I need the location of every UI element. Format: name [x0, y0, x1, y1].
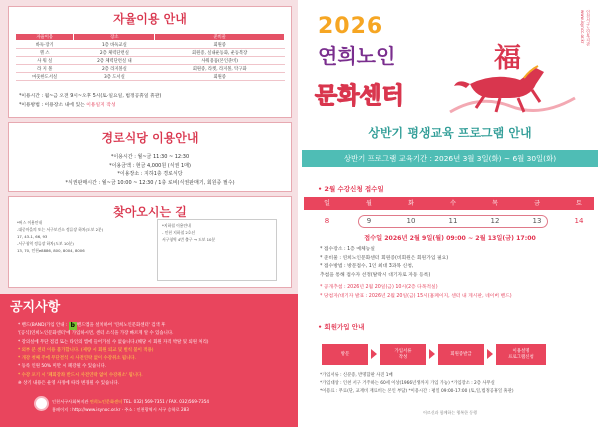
notice-line: '[공식]연희노인문화센터'에 가입하시면, 센터 소식을 가장 빠르게 알 수 있습니다. [18, 331, 174, 337]
date-cell: 8 [324, 217, 330, 225]
fortune-character: 福 [494, 43, 521, 74]
vertical-org-text: 인천서구노인복지관 www.isyncc.or.kr [580, 10, 591, 46]
program-subtitle: 상반기 평생교육 프로그램 안내 [368, 126, 532, 140]
detail-line: 추첨을 통해 접수자 선정(탈락시 대기자로 자동 등록) [320, 272, 431, 278]
notice-line [18, 322, 209, 330]
notice-line: * 수강 포기 시 '폐회강좌 반드시 사전연락 없이 수강취소' 됩니다. [18, 372, 143, 378]
footer-org: 인천서구사회복지관 [52, 399, 90, 404]
table-cell: 2층 체력단련실 [74, 49, 155, 57]
calendar-header [304, 197, 594, 210]
notice-line: * 개강 첫째 주에 무단결석 시 사전연락 없이 수강취소 됩니다. [18, 356, 136, 362]
footer-line [52, 398, 209, 406]
directions-box [8, 196, 292, 288]
table-cell: 회원증, 실내운동화, 운동복장 [155, 49, 285, 57]
date-cell: 13 [532, 217, 542, 225]
weekday: 수 [450, 200, 456, 207]
center-name-line1: 연희노인 [318, 44, 396, 68]
table-cell: 1층 바둑교실 [74, 41, 155, 49]
notice-line: ※ 상기 내용은 운영 사정에 따라 변경될 수 있습니다. [18, 381, 120, 387]
footer-phone: TEL. 032) 569-7351 / FAX. 032)569-7354 [122, 399, 210, 404]
table-cell: 회원증 [155, 73, 285, 81]
subway-line: 서구청역 4번 출구 → 도보 10분 [162, 237, 216, 242]
cafeteria-line: *식권판매시간 : 월~금 10:00 ~ 12:30 / 1층 로비(식권판매기, 회원증 필수) [65, 179, 235, 186]
weekday: 목 [492, 200, 498, 207]
facility-notes [19, 92, 161, 110]
calendar-dates [304, 214, 594, 228]
facility-box [8, 6, 292, 118]
table-cell: 마웃한도서실 [16, 73, 74, 81]
method-highlight: 이용일지 작성 [86, 103, 116, 108]
weekday: 금 [534, 200, 540, 207]
band-icon: b [70, 322, 75, 329]
table-cell: 회원증, 라켓, 라지볼, 탁구화 [155, 65, 285, 73]
bullet-icon: • [318, 185, 325, 193]
flow-step: 회원증발급 [438, 344, 484, 365]
arrow-right-icon [429, 349, 435, 359]
registration-details [320, 246, 448, 280]
weekday: 일 [324, 200, 330, 207]
subway-line: *지하철 이용안내 [162, 223, 191, 228]
table-cell: 샤워용품(본인준비) [155, 57, 285, 65]
directions-title: 찾아오시는 길 [113, 205, 187, 219]
bus-line: -서구청역 정류장 하차(도보 10분) [17, 241, 74, 246]
table-row [16, 41, 285, 49]
weekday: 월 [366, 200, 372, 207]
table-cell: 3층 도서실 [74, 73, 155, 81]
bus-line: 13, 70, 인천e8886, 800, 8004, 8006 [17, 248, 85, 253]
detail-line: * 준비물 : 연희노인문화센터 회원증(비회원은 회원가입 필요) [320, 255, 449, 261]
facility-hours: *이용시간 : 월~금 오전 9시~오후 5시(토·일요일, 법정공휴일 휴관) [19, 94, 162, 99]
date-cell: 12 [490, 217, 500, 225]
table-cell: 바둑·장기 [16, 41, 74, 49]
footer-contact [52, 398, 209, 414]
date-cell: 10 [406, 217, 416, 225]
detail-line: *이용료 : 무료(단, 교재비 재료비는 본인 부담) *이용시간 : 평일 09:00-17:00 (토,일,법정공휴일 휴관) [320, 389, 514, 394]
horse-illustration-icon [440, 54, 580, 118]
detail-line: *가입서류 : 신분증, 반명함판 사진 1매 [320, 373, 393, 378]
facility-title: 자율이용 안내 [113, 12, 187, 26]
flow-step: 이용설명 프로그램신청 [496, 344, 546, 365]
flow-step: 가입서류 작성 [380, 344, 426, 365]
flow-step: 방문 [322, 344, 368, 365]
facility-header: 자율이용 [16, 34, 74, 41]
subway-line: - 인천 지하철 2호선 [162, 230, 196, 235]
date-cell: 14 [574, 217, 584, 225]
table-cell: 사 워 실 [16, 57, 74, 65]
cafeteria-line: *이용장소 : 지하1층 경로식당 [117, 171, 183, 177]
facility-table [15, 33, 285, 81]
notice-text: 밴드앱을 설치하여 '연희노인문화센터' 검색 후 [76, 323, 166, 328]
table-cell: 헬 스 [16, 49, 74, 57]
registration-heading [318, 184, 384, 193]
table-row [16, 49, 285, 57]
bus-info [17, 219, 143, 281]
facility-header: 장소 [74, 34, 155, 41]
notice-list [18, 322, 209, 388]
footer-address: 홈페이지 : http://www.isynoc.or.kr · 주소 : 인천광역시 서구 승학로 283 [52, 407, 189, 412]
detail-line: *가입대상 : 인천 서구 거주하는 60세 이상(1966년생까지 가입 가능) *가입장소 : 2층 사무실 [320, 381, 495, 386]
method-text: *이용방법 : 이용장소 내에 있는 [19, 103, 87, 108]
facility-method [19, 101, 161, 110]
arrow-right-icon [371, 349, 377, 359]
center-logo-icon [34, 396, 49, 411]
table-cell: 라 지 볼 [16, 65, 74, 73]
notice-line: * 외부 분 센터 이용 불가합니다. (제량 시 회원 퇴교 및 벌칙 불이 적용) [18, 347, 154, 353]
weekday: 토 [576, 200, 582, 207]
notice-text: * 밴드(BAND)가입 안내 : [18, 323, 69, 328]
membership-heading [318, 322, 364, 331]
table-cell: 회원증 [155, 41, 285, 49]
table-row [16, 57, 285, 65]
registration-heading-text: 2월 수강신청 접수일 [324, 185, 384, 193]
registration-period: 접수일 2026년 2월 9일(월) 09:00 ~ 2월 13일(금) 17:00 [364, 235, 536, 242]
notice-line: * 등록 인원 50% 미만 시 폐강될 수 있습니다. [18, 364, 107, 370]
detail-line: * 접수장소 : 1층 예체능실 [320, 247, 375, 252]
footer-center: 연희노인문화센터 [89, 399, 123, 404]
membership-details [320, 372, 514, 396]
subway-info [157, 219, 277, 281]
membership-heading-text: 회원가입 안내 [324, 323, 365, 331]
facility-header: 준비물 [155, 34, 285, 41]
arrow-right-icon [487, 349, 493, 359]
cafeteria-line: *이용시간 : 월~금 11:30 ~ 12:30 [110, 154, 190, 160]
center-name-line2: 문화센터 [315, 83, 404, 109]
lottery-details [320, 284, 512, 301]
cafeteria-info [9, 153, 291, 187]
table-cell: 2층 체력단련실 내 [74, 57, 155, 65]
education-period: 상반기 프로그램 교육기간 : 2026년 3월 3일(화) ~ 6월 30일(화) [302, 150, 598, 167]
detail-line: * 공개추첨 : 2026년 2월 20일(금) 10시(2층 다목적실) [320, 285, 438, 290]
bus-line: 17, 43-1, 66, 93 [17, 234, 48, 239]
date-cell: 11 [448, 217, 458, 225]
notice-line: * 강의실에 무단 점검 또는 타인의 앱에 들어가실 수 없습니다.(해당 시 회원 자격 박탈 및 퇴원 처리) [18, 339, 209, 345]
detail-line: * 당첨자/대기자 발표 : 2026년 2월 20일(금) 15시(홈페이지, 센터 내 게시판, 네이버 밴드) [320, 293, 512, 299]
tagline: 어르신과 함께하는 행복한 동행 [422, 410, 478, 415]
year-title: 2026 [318, 14, 384, 39]
bus-line: *버스 이용안내 [17, 220, 43, 225]
table-row [16, 73, 285, 81]
weekday: 화 [408, 200, 414, 207]
cafeteria-title: 경로식당 이용안내 [101, 131, 199, 145]
bus-line: -대중마을의 또는 서구보건소 정류장 하차(도보 2분) [17, 227, 104, 232]
date-cell: 9 [366, 217, 372, 225]
cafeteria-box [8, 122, 292, 192]
detail-line: * 접수방법 : 방문접수, 1인 최대 3과목 신청, [320, 264, 414, 269]
bullet-icon: • [318, 323, 325, 331]
notice-title: 공지사항 [10, 300, 61, 315]
table-cell: 2층 라지볼실 [74, 65, 155, 73]
table-row [16, 65, 285, 73]
cafeteria-line: *이용금액 : 현금 4,000원 (식권 1매) [109, 162, 191, 169]
